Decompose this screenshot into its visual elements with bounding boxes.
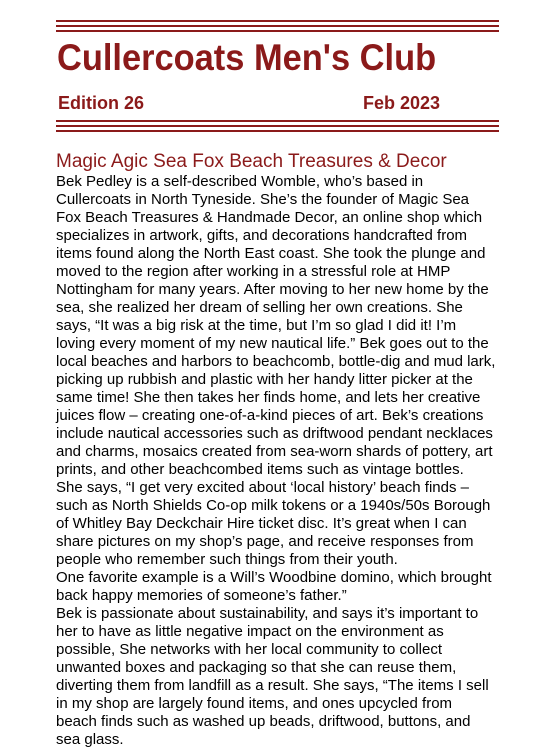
- article-line: same time! She then takes her finds home, and lets her creative: [56, 389, 481, 406]
- article-body: [56, 173, 496, 749]
- article-line: moved to the region after working in a stressful role at HMP: [56, 263, 451, 280]
- article-line: share pictures on my shop’s page, and receive responses from: [56, 533, 474, 550]
- article-line: Fox Beach Treasures & Handmade Decor, an online shop which: [56, 209, 483, 226]
- article-line: prints, and other beachcombed items such as vintage bottles.: [56, 461, 464, 478]
- rule-line: [56, 130, 499, 132]
- article-line: sea, she realized her dream of selling her own creations. She: [56, 299, 463, 316]
- rule-line: [56, 25, 499, 27]
- bottom-double-rule: [56, 120, 499, 132]
- article-line: of Whitley Bay Deckchair Hire ticket disc. It’s great when I can: [56, 515, 467, 532]
- article-line: unwanted boxes and packaging so that she can reuse them,: [56, 659, 457, 676]
- rule-line: [56, 125, 499, 127]
- article-line: possible, She networks with her local community to collect: [56, 641, 443, 658]
- rule-line: [56, 30, 499, 32]
- article-line: One favorite example is a Will’s Woodbine domino, which brought: [56, 569, 492, 586]
- article-line: Nottingham for many years. After moving to her new home by the: [56, 281, 489, 298]
- article-line: and charms, mosaics created from sea-worn shards of pottery, art: [56, 443, 493, 460]
- article-line: people who remember such things from their youth.: [56, 551, 398, 568]
- article-line: her to have as little negative impact on the environment as: [56, 623, 444, 640]
- article-title: Magic Agic Sea Fox Beach Treasures & Decor: [56, 151, 447, 172]
- article-line: in my shop are largely found items, and ones upcycled from: [56, 695, 453, 712]
- article-line: back happy memories of someone’s father.”: [56, 587, 347, 604]
- article-line: loving every moment of my new nautical life.” Bek goes out to the: [56, 335, 489, 352]
- top-double-rule: [56, 20, 499, 32]
- article-line: items found along the North East coast. She took the plunge and: [56, 245, 486, 262]
- rule-line: [56, 20, 499, 22]
- article-line: Cullercoats in North Tyneside. She’s the founder of Magic Sea: [56, 191, 470, 208]
- newsletter-title: Cullercoats Men's Club: [57, 37, 437, 78]
- article-line: Bek is passionate about sustainability, and says it’s important to: [56, 605, 479, 622]
- article-line: such as North Shields Co-op milk tokens or a 1940s/50s Borough: [56, 497, 491, 514]
- rule-line: [56, 120, 499, 122]
- article-line: Bek Pedley is a self-described Womble, who’s based in: [56, 173, 424, 190]
- article-line: She says, “I get very excited about ‘local history’ beach finds –: [56, 479, 469, 496]
- article-line: diverting them from landfill as a result. She says, “The items I sell: [56, 677, 489, 694]
- article-line: local beaches and harbors to beachcomb, bottle-dig and mud lark,: [56, 353, 496, 370]
- article-line: says, “It was a big risk at the time, but I’m so glad I did it! I’m: [56, 317, 457, 334]
- article-line: specializes in artwork, gifts, and decorations handcrafted from: [56, 227, 468, 244]
- edition-number: Edition 26: [58, 93, 145, 113]
- issue-date: Feb 2023: [363, 93, 441, 113]
- article-line: juices flow – creating one-of-a-kind pieces of art. Bek’s creations: [56, 407, 484, 424]
- article-line: beach finds such as washed up beads, driftwood, buttons, and: [56, 713, 471, 730]
- article-line: sea glass.: [56, 731, 124, 748]
- article-line: include nautical accessories such as driftwood pendant necklaces: [56, 425, 493, 442]
- article-line: picking up rubbish and plastic with her handy litter picker at the: [56, 371, 473, 388]
